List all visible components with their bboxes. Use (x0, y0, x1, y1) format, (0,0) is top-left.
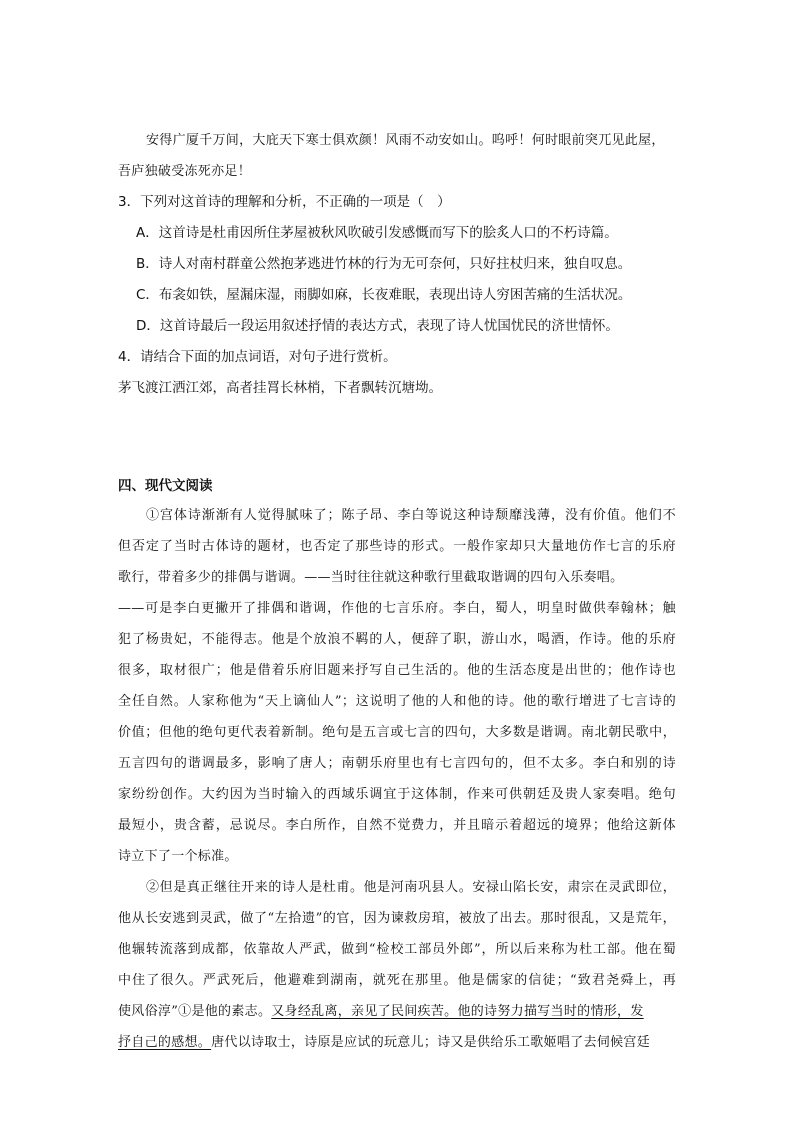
para2-line-6 (118, 1031, 678, 1050)
para1-line: 五言四句的谐调最多，影响了唐人；南朝乐府里也有七言四句的，但不太多。李白和别的诗 (118, 756, 676, 771)
para2-plain-text: 唐代以诗取士，诗原是应试的玩意儿；诗又是供给乐工歌姬唱了去伺候宫廷 (211, 1035, 651, 1050)
para2-underlined-text: 又身经乱离，亲见了民间疾苦。他的诗努力描写当时的情形，发 (271, 1004, 644, 1019)
para1-line: 歌行，带着多少的排偶与谐调。——当时往往就这种歌行里截取谐调的四句入乐奏唱。 (118, 570, 624, 585)
para1-line: 诗立下了一个标准。 (118, 849, 238, 864)
option-b: B．诗人对南村群童公然抱茅逃进竹林的行为无可奈何，只好拄杖归来，独自叹息。 (136, 256, 632, 272)
para2-line: 他从长安逃到灵武，做了“左拾遗”的官，因为谏救房琯，被放了出去。那时很乱，又是荒年， (118, 911, 676, 926)
poem-line-2: 吾庐独破受冻死亦足！ (118, 164, 252, 179)
question-3-stem: 3．下列对这首诗的理解和分析，不正确的一项是（ ） (118, 194, 451, 210)
para1-line: ①宫体诗渐渐有人觉得腻味了；陈子昂、李白等说这种诗颓靡浅薄，没有价值。他们不 (146, 508, 676, 523)
option-a: A．这首诗是杜甫因所住茅屋被秋风吹破引发感慨而写下的脍炙人口的不朽诗篇。 (136, 225, 618, 241)
para2-plain-text: 使风俗淳”①是他的素志。 (118, 1004, 272, 1019)
poem-line-1: 安得广厦千万间，大庇天下寒士俱欢颜！风雨不动安如山。呜呼！何时眼前突兀见此屋， (146, 133, 665, 148)
question-4-stem: 4．请结合下面的加点词语，对句子进行赏析。 (118, 349, 397, 365)
para1-line: 价值；但他的绝句更代表着新制。绝句是五言或七言的四句，大多数是谐调。南北朝民歌中， (118, 725, 676, 740)
para1-line: 但否定了当时古体诗的题材，也否定了那些诗的形式。一般作家却只大量地仿作七言的乐府 (118, 539, 676, 554)
para1-line: 全任自然。人家称他为“天上谪仙人”；这说明了他的人和他的诗。他的歌行增进了七言诗的 (118, 694, 676, 709)
para2-line-5 (118, 1000, 678, 1019)
para1-line: 犯了杨贵妃，不能得志。他是个放浪不羁的人，便辞了职，游山水，喝酒，作诗。他的乐府 (118, 632, 676, 647)
para2-line: 他辗转流落到成都，依靠故人严武，做到“检校工部员外郎”，所以后来称为杜工部。他在蜀 (118, 942, 676, 957)
para2-line: ②但是真正继往开来的诗人是杜甫。他是河南巩县人。安禄山陷长安，肃宗在灵武即位， (146, 880, 676, 895)
para1-line: ——可是李白更撇开了排偶和谐调，作他的七言乐府。李白，蜀人，明皇时做供奉翰林；触 (118, 601, 676, 616)
para2-line: 中住了很久。严武死后，他避难到湖南，就死在那里。他是儒家的信徒；“致君尧舜上，再 (118, 973, 676, 988)
option-d: D．这首诗最后一段运用叙述抒情的表达方式，表现了诗人忧国忧民的济世情怀。 (136, 318, 619, 334)
para1-line: 最短小，贵含蓄，忌说尽。李白所作，自然不觉费力，并且暗示着超远的境界；他给这新体 (118, 818, 676, 833)
para1-line: 很多，取材很广；他是借着乐府旧题来抒写自己生活的。他的生活态度是出世的；他作诗也 (118, 663, 676, 678)
para1-line: 家纷纷创作。大约因为当时输入的西域乐调宜于这体制，作来可供朝廷及贵人家奏唱。绝句 (118, 787, 676, 802)
option-c: C．布衾如铁，屋漏床湿，雨脚如麻，长夜难眠，表现出诗人穷困苦痛的生活状况。 (136, 287, 632, 303)
question-4-sentence: 茅飞渡江洒江郊，高者挂罥长林梢，下者飘转沉塘坳。 (118, 380, 442, 396)
para2-underlined-text: 抒自己的感想。 (118, 1035, 212, 1050)
section-heading: 四、现代文阅读 (118, 478, 213, 494)
